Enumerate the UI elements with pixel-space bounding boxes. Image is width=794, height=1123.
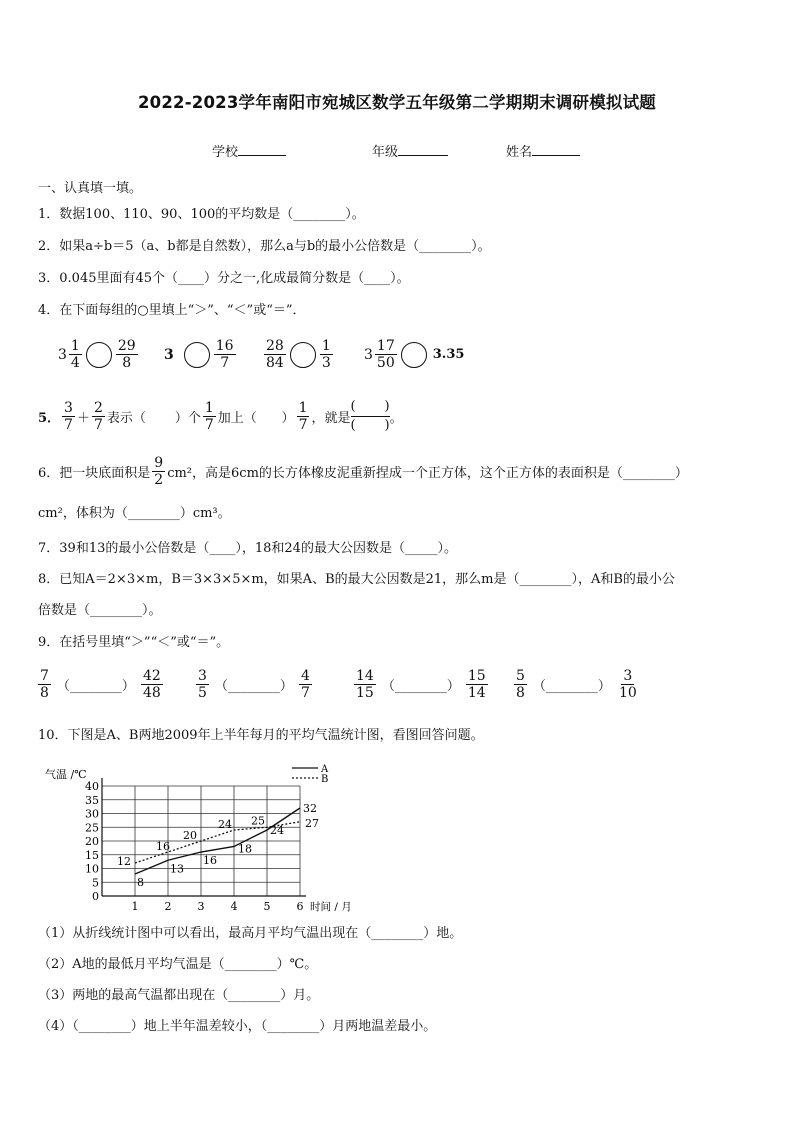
question-10-1: （1）从折线统计图中可以看出，最高月平均气温出现在（________）地。: [38, 926, 463, 941]
fraction: $\frac{1}{3}$: [321, 338, 331, 371]
legend-label: A: [321, 764, 329, 775]
whole: 3: [364, 346, 373, 363]
compare-circle[interactable]: [401, 342, 427, 368]
compare-circle[interactable]: [86, 342, 112, 368]
name-blank[interactable]: [532, 143, 580, 156]
fraction: $\frac{29}{8}$: [117, 338, 136, 371]
q5-text: 。: [389, 411, 403, 426]
question-6-cont: cm²，体积为（________）cm³。: [38, 506, 231, 521]
fraction: $\frac{1}{7}$: [204, 400, 214, 433]
data-label: 12: [117, 855, 131, 868]
legend-label: B: [321, 774, 329, 785]
school-blank[interactable]: [238, 143, 286, 156]
data-label: 32: [303, 802, 317, 815]
grade-label: 年级: [372, 145, 399, 160]
question-10-2: （2）A地的最低月平均气温是（________）℃。: [38, 957, 318, 972]
question-4: 4．在下面每组的○里填上“＞”、“＜”或“＝”．: [38, 303, 306, 318]
data-label: 16: [156, 840, 170, 853]
q9-item: [512, 668, 641, 701]
x-tick-label: 3: [197, 900, 205, 913]
data-label: 25: [251, 814, 265, 828]
fraction: $\frac{15}{14}$: [467, 668, 486, 701]
question-3: 3．0.045里面有45个（____）分之一,化成最简分数是（____）。: [38, 271, 410, 286]
question-5: [38, 398, 403, 435]
name-label: 姓名: [506, 145, 533, 160]
y-tick-label: 15: [85, 848, 99, 862]
grade-field[interactable]: [372, 141, 448, 160]
question-10-4: （4）（________）地上半年温差较小，（________）月两地温差最小。: [38, 1019, 437, 1034]
fraction: $\frac{17}{50}$: [376, 338, 395, 371]
fraction: $\frac{16}{7}$: [215, 338, 234, 371]
y-tick-label: 40: [85, 780, 99, 793]
q4-item-a: [58, 338, 140, 371]
whole: 3: [164, 346, 174, 363]
q5-text: 表示（ ）个: [106, 411, 201, 426]
x-tick-label: 1: [131, 900, 139, 913]
question-10: 10．下图是A、B两地2009年上半年每月的平均气温统计图，看图回答问题。: [38, 728, 484, 743]
x-axis-label: 时间 / 月: [310, 901, 352, 913]
fraction: $\frac{3}{10}$: [618, 668, 637, 701]
y-tick-label: 30: [85, 807, 99, 821]
compare-blank[interactable]: （________）: [532, 679, 611, 694]
q6-text: cm²，高是6cm的长方体橡皮泥重新捏成一个正方体，这个正方体的表面积是（________）: [167, 466, 688, 481]
fraction: $\frac{28}{84}$: [266, 338, 284, 371]
x-tick-label: 4: [230, 900, 238, 913]
q9-item: [194, 668, 314, 701]
q5-label: 5．: [38, 411, 61, 426]
page-title: 2022-2023学年南阳市宛城区数学五年级第二学期期末调研模拟试题: [138, 93, 656, 112]
section-heading: 一、认真填一填。: [38, 181, 143, 196]
compare-blank[interactable]: （________）: [214, 679, 293, 694]
question-2: 2．如果a÷b＝5（a、b都是自然数），那么a与b的最小公倍数是（________）。: [38, 239, 491, 254]
fraction: $\frac{1}{7}$: [298, 400, 308, 433]
question-10-3: （3）两地的最高气温都出现在（________）月。: [38, 988, 320, 1003]
data-label: 20: [183, 829, 197, 842]
school-label: 学校: [212, 145, 239, 160]
q9-items: [36, 668, 736, 712]
data-label: 8: [137, 876, 144, 889]
question-8: 8．已知A＝2×3×m，B＝3×3×5×m，如果A、B的最大公因数是21，那么m是（________），A和B的最小公: [38, 572, 675, 587]
data-label: 16: [203, 854, 217, 867]
data-label: 27: [305, 816, 319, 830]
q4-item-c: [262, 338, 335, 371]
name-field[interactable]: [506, 141, 580, 160]
grade-blank[interactable]: [398, 143, 448, 156]
fraction: $\frac{2}{7}$: [93, 400, 103, 433]
x-tick-label: 2: [164, 900, 172, 913]
compare-circle[interactable]: [290, 342, 316, 368]
fraction: $\frac{3}{5}$: [198, 668, 207, 701]
question-6: [38, 455, 688, 488]
compare-circle[interactable]: [184, 342, 210, 368]
y-tick-label: 20: [85, 835, 99, 848]
q4-item-d: [364, 338, 464, 371]
data-label: 18: [238, 842, 252, 856]
fraction: $\frac{3}{7}$: [64, 400, 73, 433]
q4-item-b: [164, 338, 238, 371]
q9-item: [36, 668, 165, 701]
y-tick-label: 35: [85, 793, 99, 807]
y-tick-label: 25: [85, 821, 99, 835]
question-8-cont: 倍数是（________）。: [38, 603, 162, 618]
answer-fraction-blank[interactable]: ( ) ( ): [350, 399, 390, 433]
fraction: $\frac{5}{8}$: [516, 668, 525, 701]
q9-item: [352, 668, 490, 701]
y-tick-label: 5: [92, 876, 99, 890]
question-7: 7．39和13的最小公倍数是（____），18和24的最大公因数是（_____）。: [38, 541, 457, 556]
fraction: $\frac{4}{7}$: [300, 668, 310, 701]
y-axis-label: 气温 /℃: [45, 768, 87, 781]
q6-text: 6．把一块底面积是: [38, 466, 151, 481]
decimal-value: 3.35: [432, 347, 465, 362]
fraction: $\frac{14}{15}$: [356, 668, 374, 701]
question-9: 9．在括号里填“＞”“＜”或“＝”。: [38, 635, 230, 650]
y-tick-label: 10: [85, 862, 99, 876]
fraction: $\frac{7}{8}$: [40, 668, 49, 701]
y-tick-label: 0: [92, 890, 99, 903]
x-tick-label: 6: [296, 900, 304, 913]
question-1: 1．数据100、110、90、100的平均数是（________）。: [38, 207, 365, 222]
data-label: 13: [170, 862, 184, 876]
school-field[interactable]: [212, 141, 286, 160]
compare-blank[interactable]: （________）: [56, 679, 135, 694]
compare-blank[interactable]: （________）: [381, 679, 460, 694]
x-tick-label: 5: [263, 900, 271, 913]
fraction: $\frac{1}{4}$: [70, 338, 80, 371]
q5-text: ，就是: [311, 411, 351, 426]
fraction: $\frac{9}{2}$: [154, 455, 164, 488]
fraction: $\frac{42}{48}$: [142, 668, 161, 701]
whole: 3: [58, 346, 67, 363]
plus-sign: ＋: [76, 411, 90, 426]
temperature-line-chart: [40, 760, 360, 915]
data-label: 24: [270, 824, 284, 837]
data-label: 24: [218, 818, 232, 831]
q5-text: 加上（ ）: [217, 411, 295, 426]
